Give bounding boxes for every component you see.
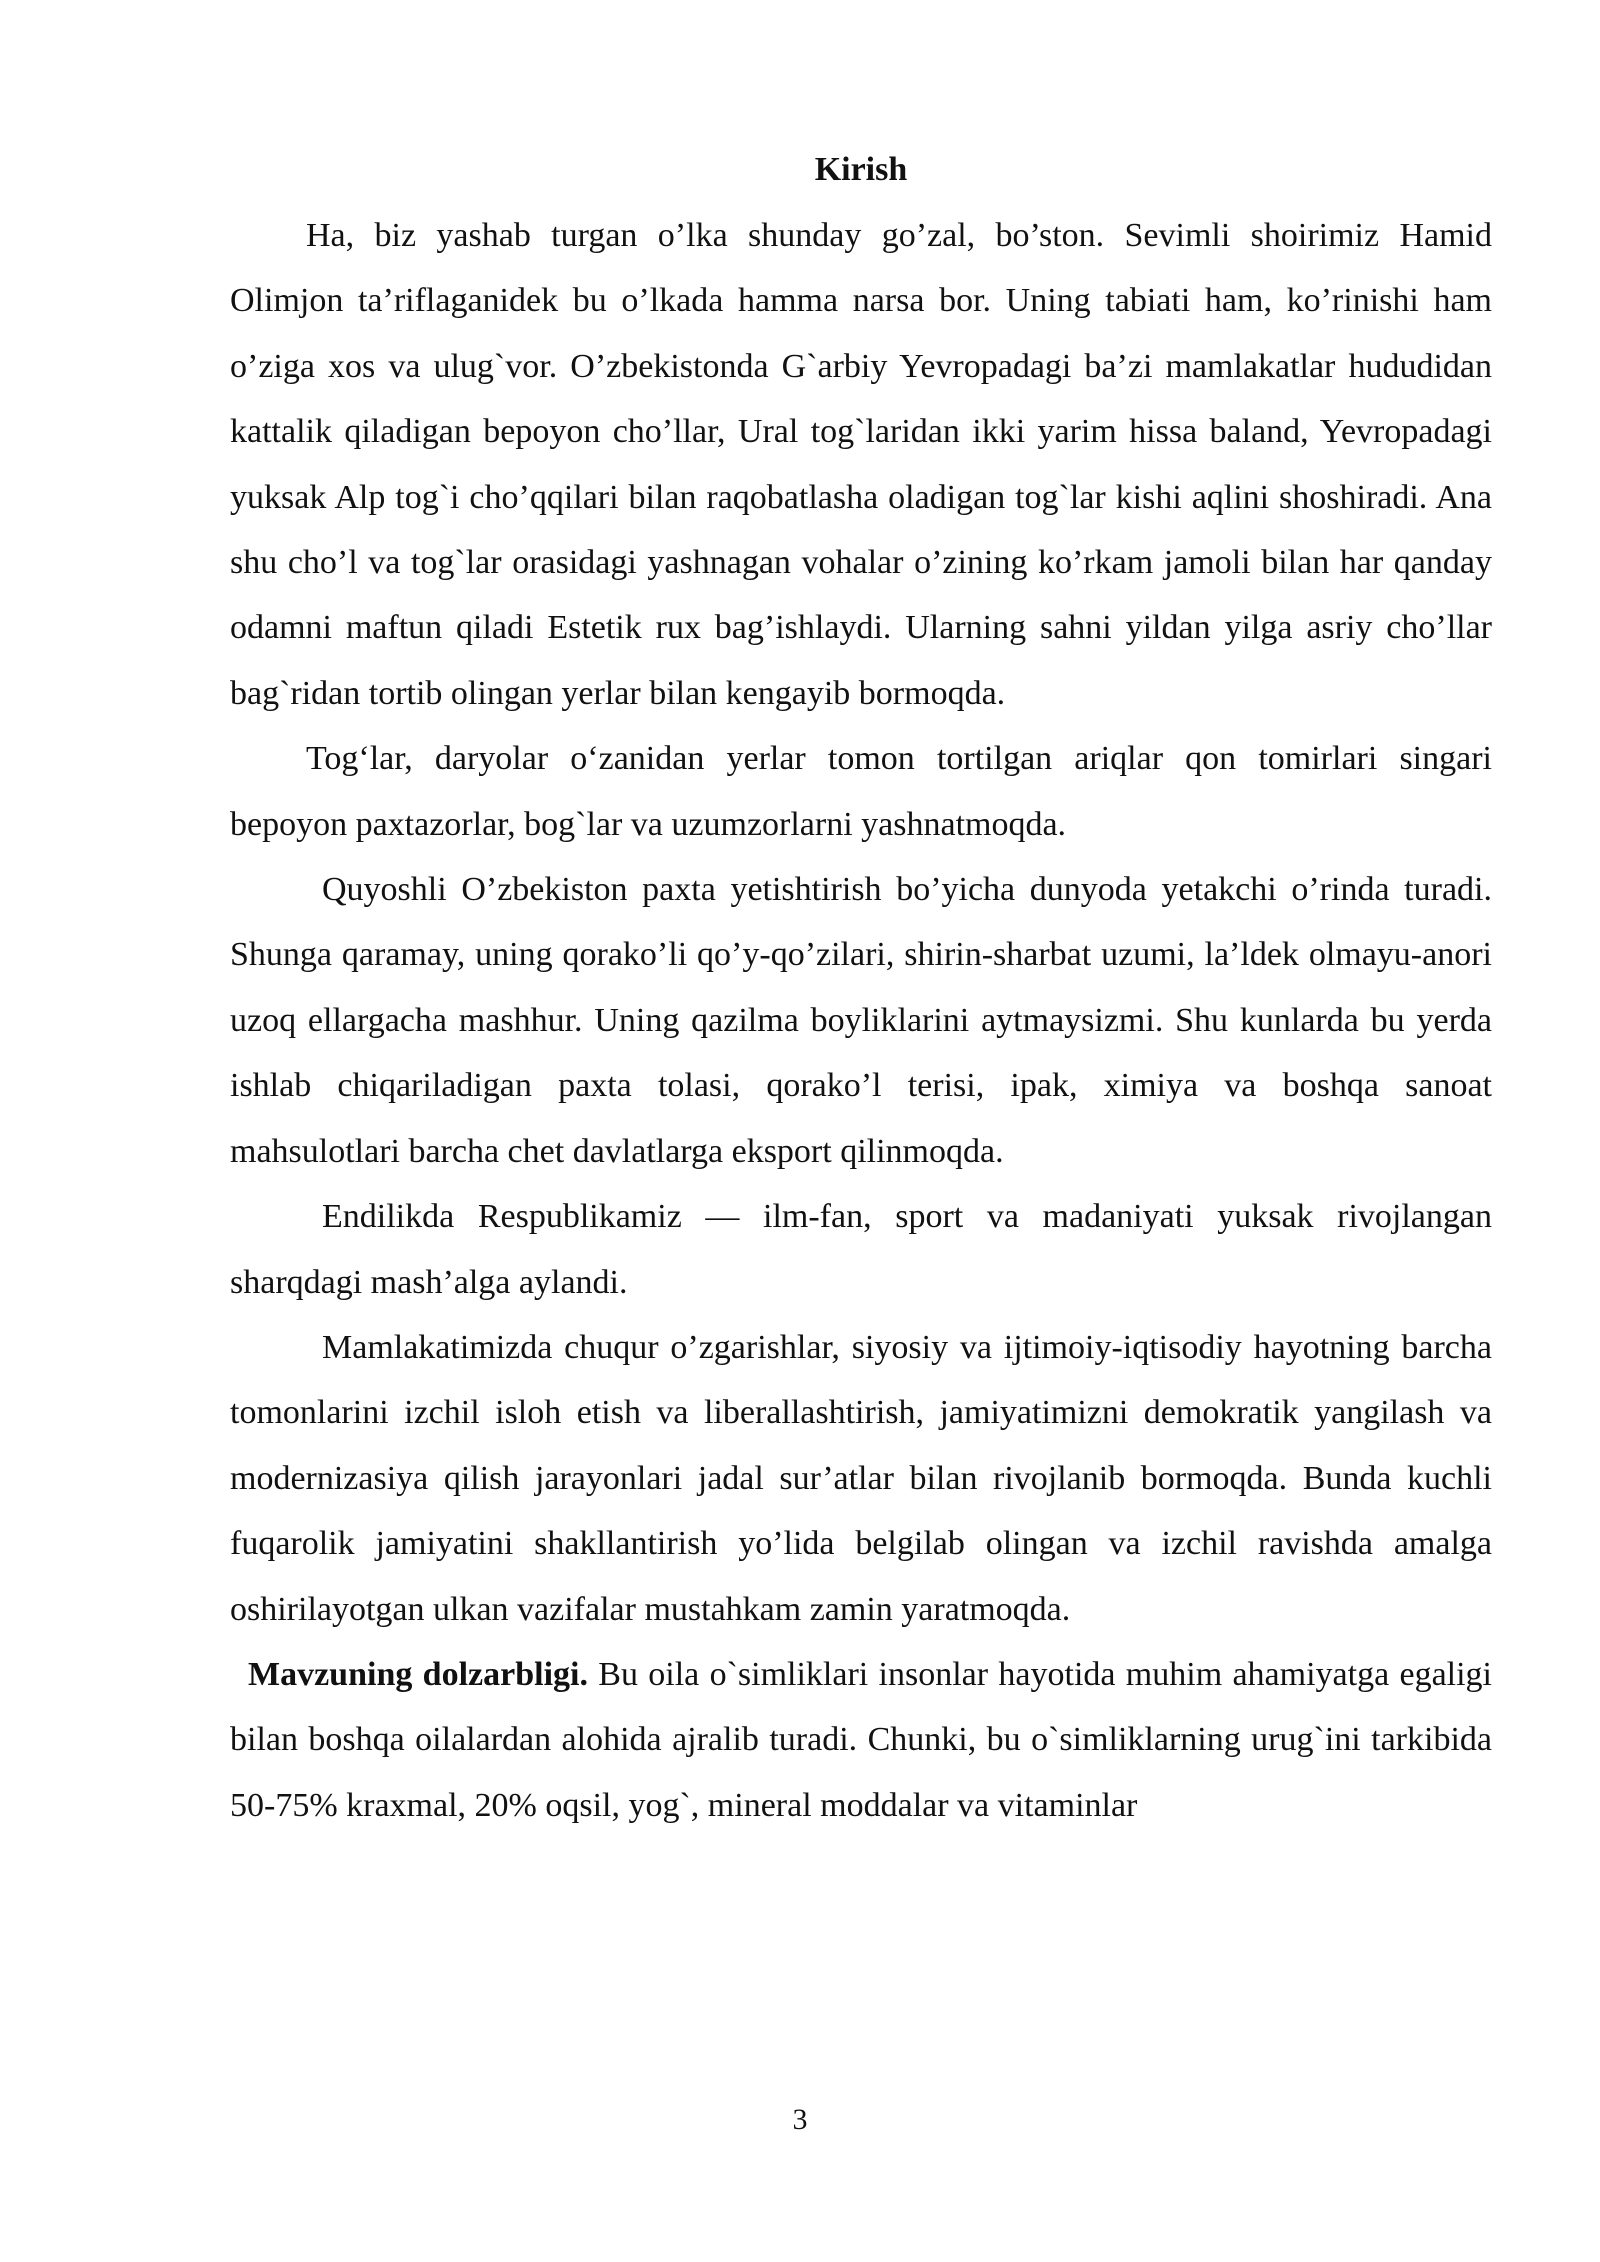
page-number: 3	[792, 2103, 808, 2136]
paragraph-republic: Endilikda Respublikamiz — ilm-fan, sport va madaniyati yuksak rivojlangan sharqdagi mash’alga aylandi.	[230, 1198, 1492, 1301]
paragraph-intro: Ha, biz yashab turgan o’lka shunday go’zal, bo’ston. Sevimli shoirimiz Hamid Olimjon ta’riflaganidek bu o’lkada hamma narsa bor. Uning tabiati ham, ko’rinishi ham o’ziga xos va ulug`vor. O’zbekistonda G`arbiy Yevropadagi ba’zi mamlakatlar hududidan kattalik qiladigan bepoyon cho’llar, Ural tog`laridan ikki yarim hissa baland, Yevropadagi yuksak Alp tog`i cho’qqilari bilan raqobatlasha oladigan tog`lar kishi aqlini shoshiradi. Ana shu cho’l va tog`lar orasidagi yashnagan vohalar o’zining ko’rkam jamoli bilan har qanday odamni maftun qiladi Estetik rux bag’ishlaydi. Ularning sahni yildan yilga asriy cho’llar bag`ridan tortib olingan yerlar bilan kengayib bormoqda.	[230, 217, 1492, 712]
section-title: Kirish	[814, 151, 908, 188]
relevance-text: Bu oila o`simliklari insonlar hayotida muhim ahamiyatga egaligi bilan boshqa oilalardan alohida ajralib turadi. Chunki, bu o`simliklarning urug`ini tarkibida 50-75% kraxmal, 20% oqsil, yog`, mineral moddalar va vitaminlar	[230, 1655, 1493, 1824]
paragraph-mountains: Tog‘lar, daryolar o‘zanidan yerlar tomon tortilgan ariqlar qon tomirlari singari bepoyon paxtazorlar, bog`lar va uzumzorlarni yashnatmoqda.	[230, 740, 1492, 843]
paragraph-relevance	[230, 1642, 1492, 1838]
relevance-heading: Mavzuning dolzarbligi.	[248, 1655, 588, 1693]
paragraph-reforms: Mamlakatimizda chuqur o’zgarishlar, siyosiy va ijtimoiy-iqtisodiy hayotning barcha tomonlarini izchil isloh etish va liberallashtirish, jamiyatimizni demokratik yangilash va modernizasiya qilish jarayonlari jadal sur’atlar bilan rivojlanib bormoqda. Bunda kuchli fuqarolik jamiyatini shakllantirish yo’lida belgilab olingan va izchil ravishda amalga oshirilayotgan ulkan vazifalar mustahkam zamin yaratmoqda.	[230, 1328, 1492, 1628]
paragraph-cotton: Quyoshli O’zbekiston paxta yetishtirish bo’yicha dunyoda yetakchi o’rinda turadi. Shunga qaramay, uning qorako’li qo’y-qo’zilari, shirin-sharbat uzumi, la’ldek olmayu-anori uzoq ellargacha mashhur. Uning qazilma boyliklarini aytmaysizmi. Shu kunlarda bu yerda ishlab chiqariladigan paxta tolasi, qorako’l terisi, ipak, ximiya va boshqa sanoat mahsulotlari barcha chet davlatlarga eksport qilinmoqda.	[230, 871, 1492, 1170]
page-content	[230, 140, 1492, 1838]
